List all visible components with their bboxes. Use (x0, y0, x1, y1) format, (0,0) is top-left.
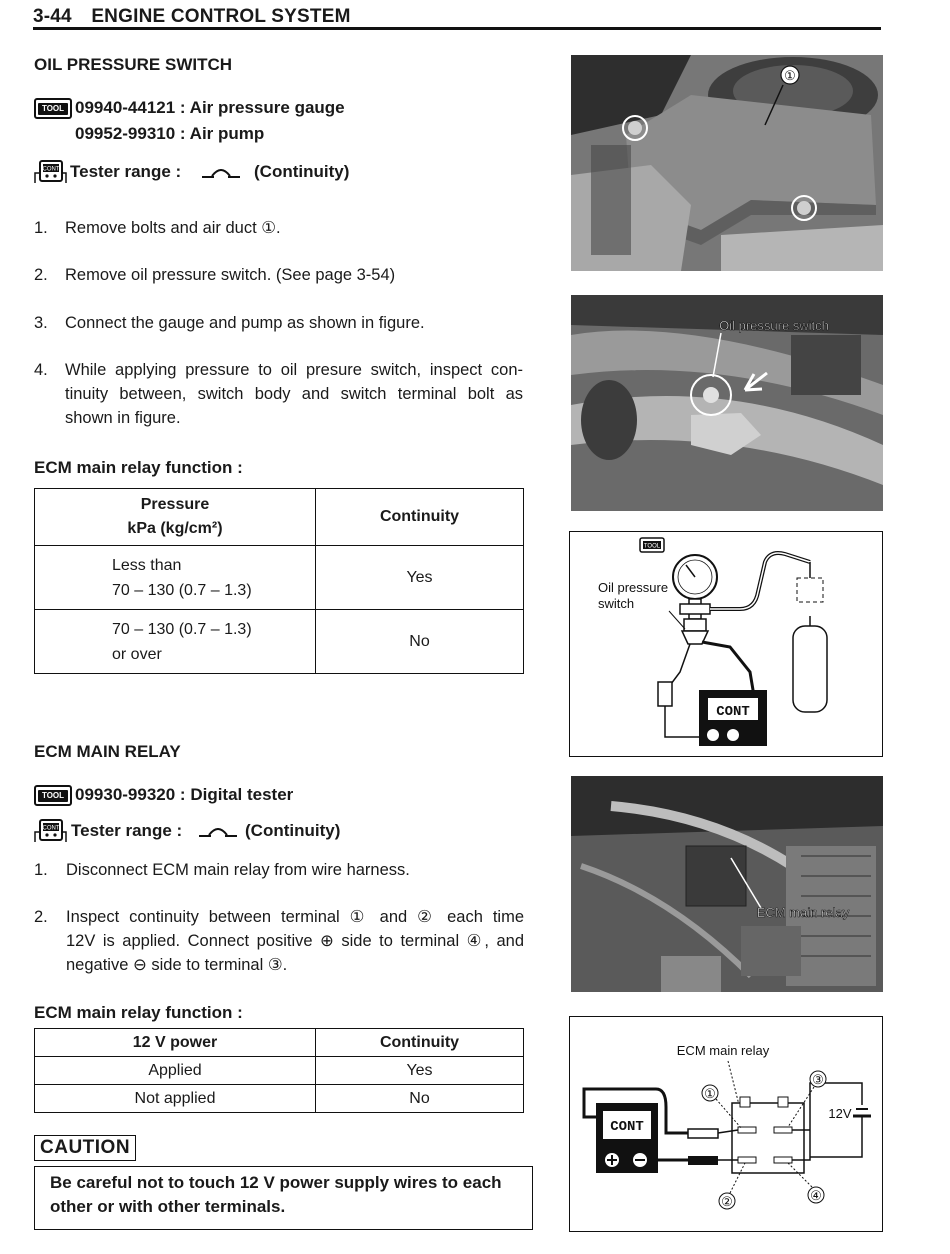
page-title: ENGINE CONTROL SYSTEM (91, 6, 351, 27)
continuity-symbol-icon (200, 160, 242, 187)
tool-line-relay: 09930-99320 : Digital tester (75, 785, 294, 804)
table-cell: No (316, 610, 524, 674)
svg-text:CONT: CONT (610, 1119, 644, 1135)
svg-text:switch: switch (598, 596, 635, 611)
photo-air-duct (571, 55, 883, 271)
svg-text:ECM main relay: ECM main relay (756, 905, 850, 920)
table-cell: Yes (316, 1057, 524, 1085)
table-header-power: 12 V power (35, 1029, 316, 1057)
table-cell: Yes (316, 546, 524, 610)
svg-text:CONT: CONT (42, 825, 60, 832)
table-cell: Applied (35, 1057, 316, 1085)
svg-text:CONT: CONT (716, 704, 750, 720)
oil-step-1: 1. Remove bolts and air duct ①. (34, 219, 281, 237)
svg-text:12V: 12V (828, 1106, 852, 1121)
tester-range-value: (Continuity) (245, 821, 341, 840)
caution-box: Be careful not to touch 12 V power supply wires to each other or with other terminals. (34, 1166, 533, 1230)
diagram-gauge-pump (569, 531, 883, 757)
tool-line-2: 09952-99310 : Air pump (75, 124, 265, 143)
tester-range-label: Tester range : (71, 821, 183, 840)
table-cell: Less than 70 – 130 (0.7 – 1.3) (35, 546, 316, 610)
oil-step-2: 2. Remove oil pressure switch. (See page 3-54) (34, 266, 396, 284)
table-cell: 70 – 130 (0.7 – 1.3) or over (35, 610, 316, 674)
svg-text:CONT: CONT (42, 166, 60, 173)
svg-text:①: ① (704, 1086, 716, 1101)
tool-line-1: 09940-44121 : Air pressure gauge (75, 98, 345, 117)
table-header-continuity: Continuity (316, 1029, 524, 1057)
table-cell: No (316, 1085, 524, 1113)
header-rule (33, 27, 881, 30)
svg-text:ECM main relay: ECM main relay (676, 1043, 770, 1058)
svg-text:④: ④ (810, 1188, 822, 1203)
svg-text:Oil pressure switch: Oil pressure switch (719, 318, 829, 333)
diagram-relay-wiring (569, 1016, 883, 1232)
page-number: 3-44 (33, 6, 72, 27)
table-header-pressure: Pressure kPa (kg/cm²) (35, 489, 316, 546)
tester-icon (32, 159, 68, 190)
photo-ecm-main-relay (571, 776, 883, 992)
oil-pressure-table (34, 488, 524, 674)
page-header (33, 6, 351, 28)
table-header-continuity: Continuity (316, 489, 524, 546)
tester-icon (32, 818, 68, 849)
photo-oil-pressure-switch (571, 295, 883, 511)
svg-text:①: ① (784, 68, 796, 83)
tester-range-value: (Continuity) (254, 162, 350, 181)
svg-text:Oil pressure: Oil pressure (598, 580, 669, 595)
oil-step-3: 3. Connect the gauge and pump as shown in figure. (34, 314, 425, 332)
relay-step-2: 2. Inspect continuity between terminal ① and ② each time 12V is applied. Connect positive ⊕ side to terminal ④, and negative ⊖ side to terminal ③. (34, 908, 524, 974)
oil-table-title: ECM main relay function : (34, 458, 243, 477)
continuity-symbol-icon (197, 819, 239, 846)
tester-range-label: Tester range : (70, 162, 182, 181)
tool-icon: TOOL (34, 98, 72, 119)
relay-step-1: 1. Disconnect ECM main relay from wire harness. (34, 861, 410, 879)
relay-table (34, 1028, 524, 1113)
section-heading-oil: OIL PRESSURE SWITCH (34, 55, 233, 74)
svg-text:TOOL: TOOL (643, 543, 661, 550)
relay-table-title: ECM main relay function : (34, 1003, 243, 1022)
tool-icon: TOOL (34, 785, 72, 806)
table-cell: Not applied (35, 1085, 316, 1113)
oil-step-4: 4. While applying pressure to oil presure switch, inspect con- tinuity between, switch body and switch terminal bolt as shown in figure. (34, 361, 523, 427)
svg-text:②: ② (721, 1194, 733, 1209)
section-heading-relay: ECM MAIN RELAY (34, 742, 181, 761)
svg-text:③: ③ (812, 1072, 824, 1087)
caution-label: CAUTION (34, 1135, 136, 1161)
